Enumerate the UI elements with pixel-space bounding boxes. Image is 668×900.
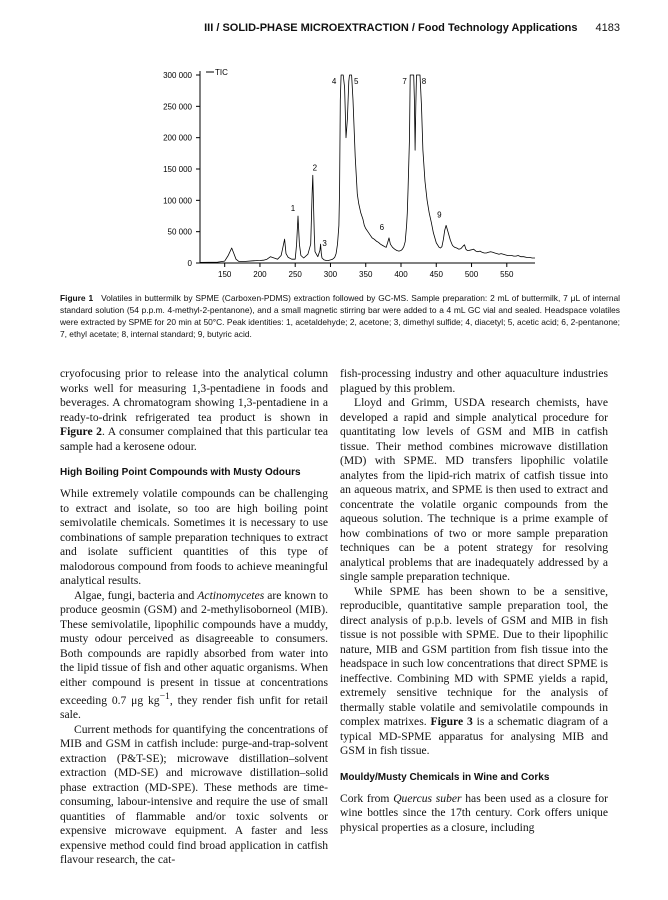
running-header <box>60 22 620 38</box>
running-title: III / SOLID-PHASE MICROEXTRACTION / Food Technology Applications <box>204 22 578 34</box>
section-heading: Mouldy/Musty Chemicals in Wine and Corks <box>340 771 550 783</box>
y-tick-label: 150 000 <box>163 165 192 174</box>
y-tick-label: 300 000 <box>163 71 192 80</box>
y-tick-label: 200 000 <box>163 133 192 143</box>
paragraph <box>60 589 328 723</box>
x-tick-label: 300 <box>323 270 338 279</box>
italic-term: Quercus suber <box>393 791 462 805</box>
paragraph <box>340 585 608 759</box>
y-tick-label: 50 000 <box>167 227 192 237</box>
paragraph: Lloyd and Grimm, USDA research chemists, have developed a rapid and simple analytical procedure for quantitating low levels of GSM and MIB in catfish tissue. Their method combines microwave distillation (MD) with SPME. MD transfers lipophilic volatile analytes from the lipid-rich matrix of catfish tissue into an aqueous matrix, and SPME is then used to extract and concentrate the volatile organic compounds from the aqueous solution. The technique is a prime example of how combinations of two or more sample preparation techniques can be a potent strategy for resolving analytical problems that are inadequately addressed by a single sample preparation technique. <box>340 396 608 583</box>
legend-label: TIC <box>215 68 228 77</box>
text-run: Cork from <box>340 791 394 805</box>
text-run: While SPME has been shown to be a sensitive, reproducible, quantitative sample preparation tool, the direct analysis of p.p.b. levels of GSM and MIB in fish tissue is not possible with SPME. Due to their lipophilic nature, MIB and GSM partition from fish tissue into the headspace in such low concentrations that direct SPME is ineffective. Combining MD with SPME yields a rapid, extremely sensitive technique for the analysis of thermally stable volatile and semivolatile compounds in complex matrixes. <box>340 584 608 728</box>
text-run: , they render fish unfit for retail sale. <box>60 693 328 722</box>
y-tick-label: 0 <box>187 259 192 268</box>
paragraph <box>60 367 328 454</box>
italic-term: Actinomycetes <box>197 588 265 602</box>
figure-reference: Figure 2 <box>60 425 102 438</box>
paragraph: While extremely volatile compounds can be challenging to extract and isolate, so too are high boiling point semivolatile chemicals. Sometimes it is necessary to use combinations of sample preparation techniques to extract and isolate sufficient quantities of this type of malodorous compound from foods to achieve meaningful analytical results. <box>60 487 328 587</box>
x-tick-label: 200 <box>253 270 267 279</box>
text-run: cryofocusing prior to release into the analytical column works well for measuring 1,3-pentadiene in foods and beverages. A chromatogram showing 1,3-pentadiene in a ready-to-drink refrigerated tea product is shown in <box>60 367 328 424</box>
y-tick-label: 100 000 <box>163 196 192 206</box>
figure-caption <box>60 292 620 340</box>
chromatogram-chart <box>140 60 540 280</box>
chromatogram-figure <box>140 60 540 280</box>
peak-label: 5 <box>353 77 359 86</box>
text-run: has been used as a closure for wine bottles since the 17th century. Cork offers unique physical properties as a closure, including <box>340 791 608 834</box>
peak-label: 4 <box>331 77 337 86</box>
x-tick-label: 350 <box>359 270 373 279</box>
x-tick-label: 400 <box>394 270 408 279</box>
peak-label: 1 <box>290 204 296 213</box>
paragraph: fish-processing industry and other aquaculture industries plagued by this problem. <box>340 367 608 395</box>
x-tick-label: 550 <box>500 270 514 279</box>
text-run: Algae, fungi, bacteria and <box>74 588 198 602</box>
x-tick-label: 500 <box>464 270 479 279</box>
left-column <box>60 367 328 868</box>
text-run: are known to produce geosmin (GSM) and 2-methylisoborneol (MIB). These semivolatile, lipophilic compounds have a muddy, musty odour perceived as disagreeable to consumers. Both compounds are rapidly absorbed from water into the lipid tissue of fish and other aquatic organisms. When either compound is present in tissue at concentrations exceeding 0.7 μg kg <box>60 588 328 707</box>
figure-label: Figure 1 <box>60 293 94 303</box>
figure-reference: Figure 3 <box>430 715 473 728</box>
paragraph: Current methods for quantifying the concentrations of MIB and GSM in catfish include: purge-and-trap-solvent extraction (P&T-SE); microwave distillation–solvent extraction (MD-SE) and microwave distillation–solid phase extraction (MD-SPE). These methods are time-consuming, labour-intensive and require the use of small quantities of flammable and/or toxic solvents or expensive microwave equipment. A faster and less expensive method could find broad application in catfish flavour research, the cat- <box>60 722 328 867</box>
peak-label: 2 <box>312 163 318 173</box>
caption-text: Volatiles in buttermilk by SPME (Carboxen-PDMS) extraction followed by GC-MS. Sample preparation: 2 mL of buttermilk, 7 μL of internal standard solution (54 p.p.m. 4-methyl-2-pentanone), and a small magnetic stirring bar were added to a 4 mL GC vial and sealed. Headspace volatiles were extracted by SPME for 20 min at 50°C. Peak identities: 1, acetaldehyde; 2, acetone; 3, dimethyl sulfide; 4, diacetyl; 5, acetic acid; 6, 2-pentanone; 7, ethyl acetate; 8, internal standard; 9, butyric acid. <box>60 293 620 339</box>
page-number: 4183 <box>595 22 620 34</box>
x-tick-label: 250 <box>288 270 302 279</box>
superscript: −1 <box>159 691 170 702</box>
peak-label: 8 <box>421 77 427 86</box>
peak-label: 3 <box>322 239 327 249</box>
peak-label: 6 <box>379 222 385 232</box>
paragraph <box>340 792 608 836</box>
tic-trace <box>200 75 535 262</box>
section-heading: High Boiling Point Compounds with Musty Odours <box>60 467 301 478</box>
x-tick-label: 150 <box>218 270 232 279</box>
peak-label: 9 <box>437 210 442 220</box>
right-column <box>340 367 608 835</box>
text-run: is a schematic diagram of a typical MD-SPME apparatus for analysing MIB and GSM in fish tissue. <box>340 715 608 757</box>
text-run: . A consumer complained that this particular tea sample had a kerosene odour. <box>60 425 328 453</box>
y-tick-label: 250 000 <box>163 102 192 112</box>
x-tick-label: 450 <box>429 270 443 279</box>
peak-label: 7 <box>402 77 407 86</box>
